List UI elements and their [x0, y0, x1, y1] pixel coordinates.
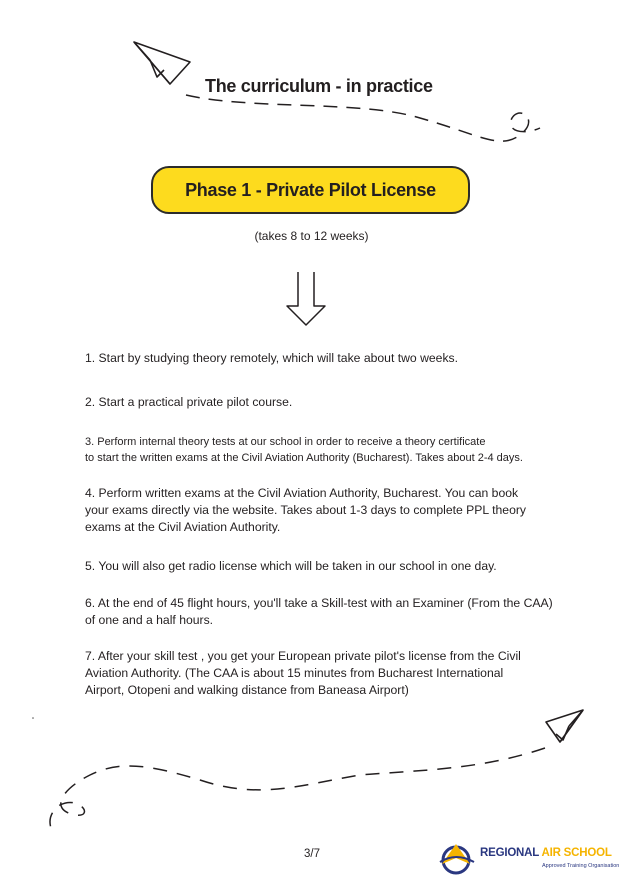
- phase-banner: [151, 166, 470, 214]
- step-line: of one and a half hours.: [85, 613, 214, 627]
- step-line: exams at the Civil Aviation Authority.: [85, 520, 281, 534]
- step-line: to start the written exams at the Civil Aviation Authority (Bucharest). Takes about 2-4 days.: [85, 452, 523, 464]
- dashed-flight-path-top: [186, 95, 540, 141]
- page-title: The curriculum - in practice: [205, 76, 433, 96]
- paper-plane-icon: [546, 710, 583, 742]
- step-3: [85, 434, 575, 466]
- step-line: 7. After your skill test , you get your European private pilot's license from the Civil: [85, 649, 521, 663]
- step-5: [85, 558, 575, 575]
- step-text: 2. Start a practical private pilot course.: [85, 395, 293, 409]
- step-text: 5. You will also get radio license which will be taken in our school in one day.: [85, 559, 497, 573]
- phase-duration: (takes 8 to 12 weeks): [254, 229, 369, 243]
- dashed-flight-path-bottom: [50, 748, 545, 835]
- logo-subtitle: Approved Training Organisation: [542, 863, 620, 869]
- step-7: [85, 648, 575, 699]
- page-number: 3/7: [304, 848, 320, 860]
- logo-wordmark-main: REGIONAL: [480, 847, 542, 859]
- step-line: your exams directly via the website. Takes about 1-3 days to complete PPL theory: [85, 503, 527, 517]
- step-1: [85, 350, 575, 367]
- logo-wordmark-accent: AIR SCHOOL: [541, 847, 612, 859]
- paper-plane-icon: [134, 42, 190, 84]
- step-2: [85, 394, 575, 411]
- logo-emblem-icon: [438, 838, 478, 878]
- down-arrow-icon: [287, 272, 325, 325]
- logo-wordmark: [480, 847, 612, 859]
- step-line: Aviation Authority. (The CAA is about 15 minutes from Bucharest International: [85, 666, 504, 680]
- step-line: Airport, Otopeni and walking distance from Baneasa Airport): [85, 683, 409, 697]
- step-line: 4. Perform written exams at the Civil Aviation Authority, Bucharest. You can book: [85, 486, 519, 500]
- school-logo: [438, 838, 618, 878]
- step-4: [85, 485, 575, 536]
- step-6: [85, 595, 575, 629]
- step-line: 3. Perform internal theory tests at our school in order to receive a theory certificate: [85, 436, 486, 448]
- step-text: 1. Start by studying theory remotely, which will take about two weeks.: [85, 351, 459, 365]
- phase-label: Phase 1 - Private Pilot License: [185, 179, 436, 200]
- step-line: 6. At the end of 45 flight hours, you'll take a Skill-test with an Examiner (From the CAA): [85, 596, 553, 610]
